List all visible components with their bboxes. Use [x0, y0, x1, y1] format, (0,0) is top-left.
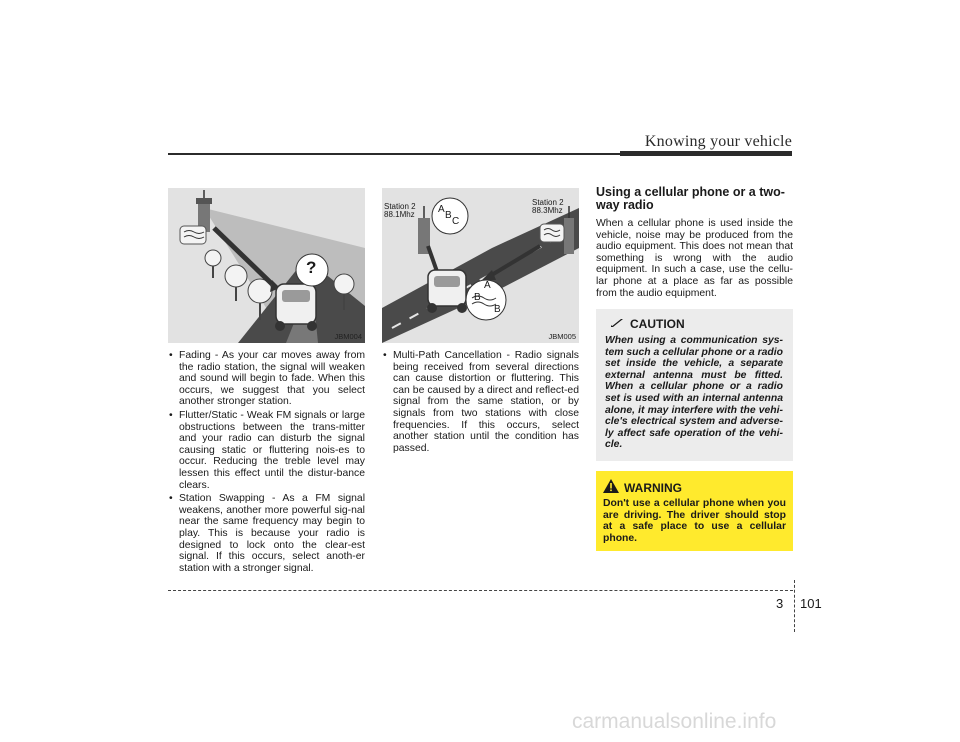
figure-label: JBM004	[334, 332, 362, 341]
middle-bullet-list	[382, 350, 579, 454]
figure-label: JBM005	[548, 332, 576, 341]
warning-body: Don't use a cellular phone when you are driving. The driver should stop at a safe place to use a cellular phone.	[603, 498, 786, 544]
question-mark: ?	[306, 258, 317, 277]
letter-b-3: B	[494, 304, 501, 315]
header-title: Knowing your vehicle	[644, 133, 792, 150]
left-column	[168, 350, 365, 576]
station-left-freq: 88.1Mhz	[384, 210, 415, 219]
footer-divider	[794, 580, 795, 632]
letter-a: A	[438, 204, 445, 215]
left-bullet-list	[168, 350, 365, 574]
figure-multipath	[382, 188, 579, 343]
bullet-station-swapping: • Station Swapping - As a FM signal weakens, another more powerful sig-nal near the same frequency may begin to play. This is because your radio is designed to lock onto the clear-est signal. If this occurs, select anoth-er station with a stronger signal.	[168, 493, 365, 574]
station-left-name: Station 2	[384, 202, 416, 211]
figure-fading	[168, 188, 365, 343]
page-number: 101	[800, 596, 822, 611]
warning-triangle-icon	[603, 479, 619, 496]
fading-illustration	[168, 188, 365, 343]
chapter-number: 3	[776, 596, 784, 611]
station-right-name: Station 2	[532, 198, 564, 207]
header-tab	[620, 151, 792, 156]
bullet-fading: • Fading - As your car moves away from the radio station, the signal will weaken and sound will begin to fade. When this occurs, we suggest that you select another stronger station.	[168, 350, 365, 408]
pencil-icon	[610, 317, 624, 331]
warning-title: WARNING	[624, 480, 682, 495]
station-right-freq: 88.3Mhz	[532, 206, 563, 215]
caution-body: When using a communication sys-tem such a cellular phone or a radio set inside the vehicle, a separate external antenna must be fitted. When a cellular phone or a radio set is used with an internal antenna alone, it may interfere with the vehi-cle's electrical system and adverse-ly affect safe operation of the vehi-cle.	[605, 335, 783, 451]
letter-c: C	[452, 216, 460, 227]
caution-title: CAUTION	[630, 317, 685, 331]
letter-b-2: B	[474, 292, 481, 303]
footer-rule	[168, 590, 793, 591]
warning-header	[603, 479, 682, 496]
middle-column	[382, 350, 579, 456]
section-body: When a cellular phone is used inside the vehicle, noise may be produced from the audio equipment. This does not mean that something is wrong with the audio equipment. In such a case, use the cellu-lar phone at a place as far as possible from the audio equipment.	[596, 218, 793, 299]
letter-a-2: A	[484, 280, 491, 291]
bullet-flutter-static: • Flutter/Static - Weak FM signals or large obstructions between the trans-mitter and your radio can disturb the signal causing static or fluttering nois-es to occur. Reducing the treble level may lessen this effect until the distur-bance clears.	[168, 410, 365, 491]
letter-b: B	[445, 210, 452, 221]
watermark: carmanualsonline.info	[572, 710, 777, 733]
caution-box	[596, 309, 793, 461]
section-title: Using a cellular phone or a two-way radio	[596, 185, 785, 212]
bullet-multipath: • Multi-Path Cancellation - Radio signals being received from several directions can cause distortion or fluttering. This can be caused by a direct and reflect-ed signal from the same station, or by signals from two stations with close frequencies. If this occurs, select another station until the condition has passed.	[382, 350, 579, 454]
caution-header	[610, 317, 685, 331]
warning-box	[596, 471, 793, 551]
